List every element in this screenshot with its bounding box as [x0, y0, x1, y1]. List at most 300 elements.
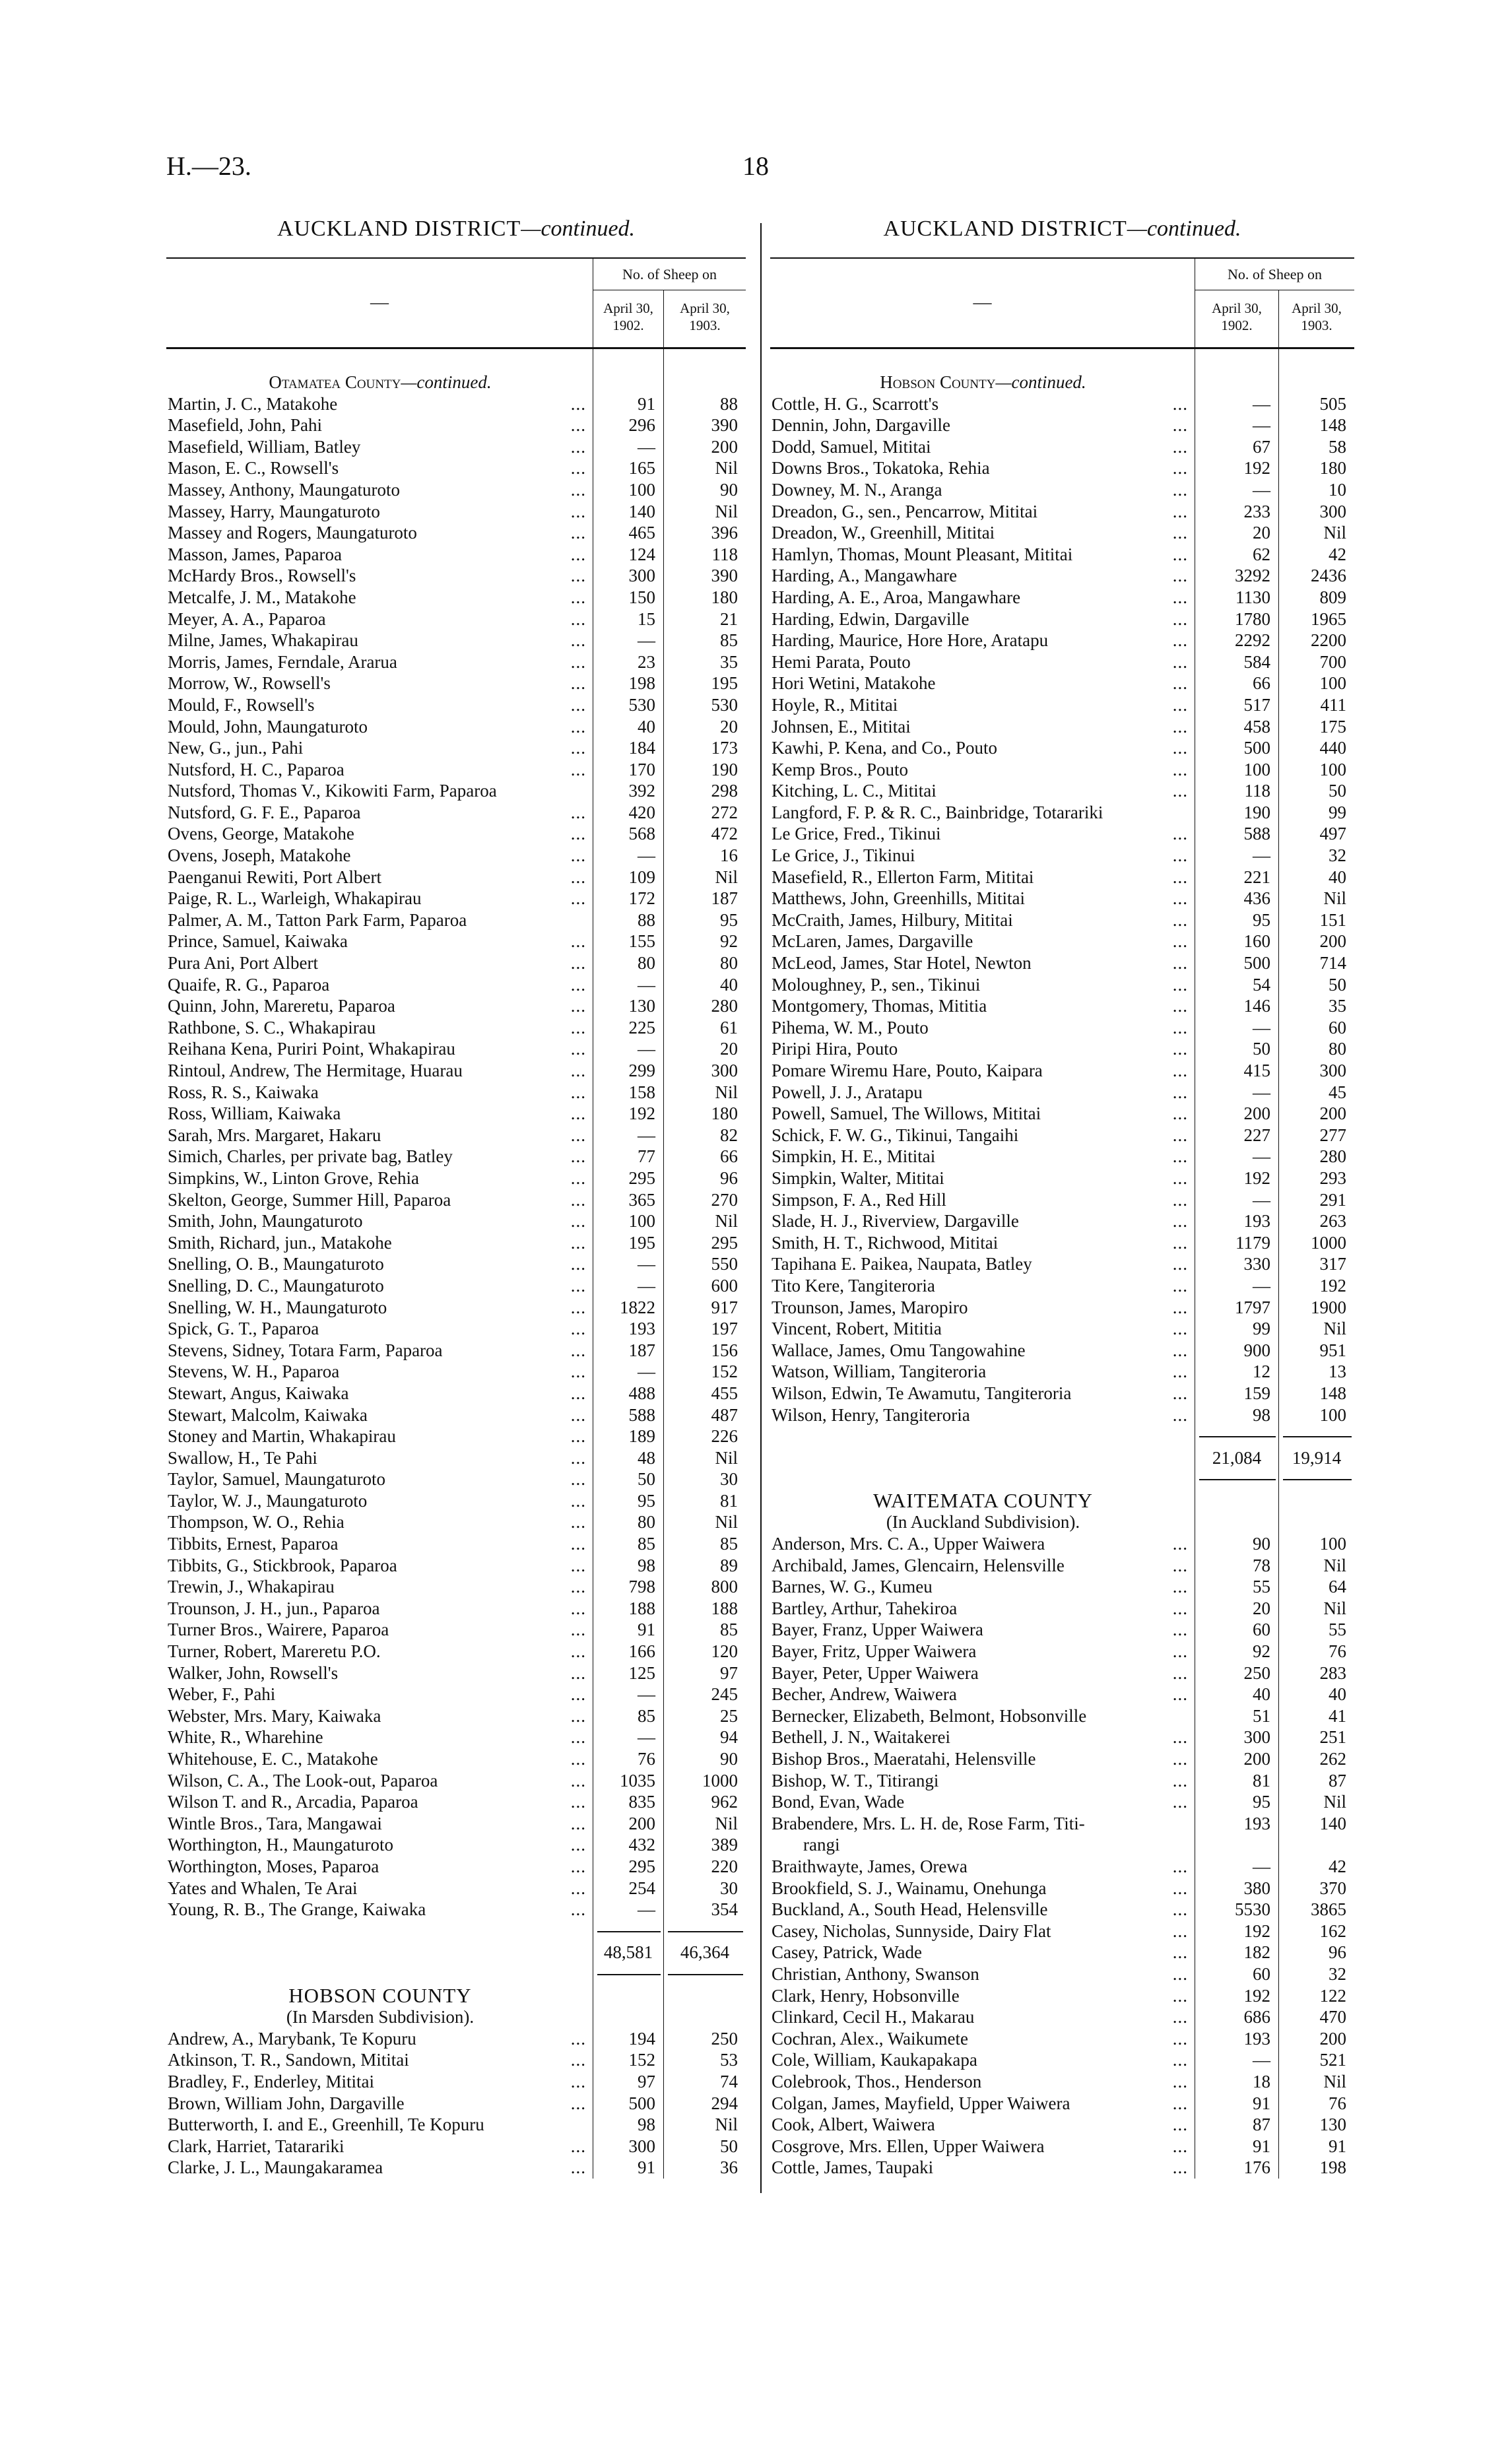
- sheep-1902: 91: [1195, 2136, 1278, 2157]
- owner-name: Clark, Harriet, Tatarariki: [168, 2136, 345, 2156]
- owner-name: Anderson, Mrs. C. A., Upper Waiwera: [772, 1534, 1045, 1554]
- column-divider: [760, 223, 762, 2193]
- leader-dots: ...: [570, 759, 586, 779]
- owner-name: Smith, H. T., Richwood, Mititai: [772, 1232, 999, 1253]
- sheep-1903: 122: [1278, 1985, 1354, 2007]
- owner-name: Mould, John, Maungaturoto: [168, 716, 368, 737]
- table-row: [770, 651, 1354, 673]
- owner-cell: [770, 845, 1195, 867]
- owner-name: Dreadon, G., sen., Pencarrow, Mititai: [772, 501, 1038, 521]
- table-row: [770, 479, 1354, 501]
- section-title-suffix: —continued.: [401, 372, 492, 392]
- table-row: [770, 995, 1354, 1017]
- leader-dots: ...: [1172, 1383, 1188, 1403]
- total-1903: 19,914: [1278, 1447, 1354, 1469]
- owner-cell: [770, 522, 1195, 544]
- sheep-1902: 432: [593, 1834, 663, 1856]
- sheep-1902: 1780: [1195, 608, 1278, 630]
- leader-dots: ...: [570, 738, 586, 758]
- section-subheading: [166, 2006, 746, 2028]
- sheep-1903: 497: [1278, 823, 1354, 845]
- sheep-1903: 92: [663, 931, 746, 952]
- sheep-1902: 170: [593, 759, 663, 781]
- table-row: [166, 1275, 746, 1297]
- table-row: [166, 1490, 746, 1512]
- table-row: [770, 630, 1354, 651]
- sheep-1903: Nil: [663, 1082, 746, 1103]
- table-row: [166, 694, 746, 716]
- sheep-1902: 584: [1195, 651, 1278, 673]
- section-title: [770, 1490, 1195, 1512]
- owner-cell: [166, 1641, 593, 1662]
- sheep-1902: 98: [593, 2114, 663, 2136]
- sheep-1903: 82: [663, 1125, 746, 1146]
- leader-dots: ...: [1172, 694, 1188, 715]
- table-row: [770, 1748, 1354, 1770]
- sheep-1902: 380: [1195, 1878, 1278, 1899]
- sheep-1902: 85: [593, 1533, 663, 1555]
- owner-cell: [166, 1340, 593, 1362]
- table-row: [166, 867, 746, 888]
- sheep-1902: 98: [593, 1555, 663, 1577]
- section-heading: [166, 1985, 746, 2007]
- sheep-1902: 91: [593, 2157, 663, 2179]
- owner-name: Bernecker, Elizabeth, Belmont, Hobsonville: [772, 1705, 1087, 1726]
- table-row: [770, 1813, 1354, 1835]
- owner-cell: [166, 1038, 593, 1060]
- sheep-1902: 198: [593, 673, 663, 694]
- table-row: [166, 1834, 746, 1856]
- leader-dots: ...: [1172, 1921, 1188, 1941]
- sheep-1902: 97: [593, 2071, 663, 2093]
- owner-cell: [770, 544, 1195, 566]
- leader-dots: ...: [570, 931, 586, 952]
- header-dash: —: [973, 292, 992, 313]
- owner-cell: [770, 737, 1195, 759]
- owner-cell: [166, 2114, 593, 2136]
- section-title: [166, 2006, 593, 2028]
- sheep-1902: 588: [593, 1404, 663, 1426]
- owner-cell: [770, 479, 1195, 501]
- spacer: [770, 1468, 1195, 1490]
- sheep-1903: 35: [663, 651, 746, 673]
- sheep-1903: 487: [663, 1404, 746, 1426]
- table-row: [770, 867, 1354, 888]
- leader-dots: ...: [570, 1641, 586, 1662]
- owner-name: Dreadon, W., Greenhill, Mititai: [772, 523, 995, 543]
- sheep-1902: 798: [593, 1576, 663, 1598]
- sheep-1902: —: [593, 1361, 663, 1383]
- owner-cell: [770, 1641, 1195, 1662]
- table-row-continuation: [770, 1834, 1354, 1856]
- sheep-1902: —: [593, 1684, 663, 1705]
- sheep-1903: 40: [663, 974, 746, 996]
- owner-name: Cottle, James, Taupaki: [772, 2157, 934, 2178]
- leader-dots: ...: [1172, 608, 1188, 629]
- table-row: [166, 1511, 746, 1533]
- owner-name: Clinkard, Cecil H., Makarau: [772, 2007, 975, 2027]
- sheep-1902: 76: [593, 1748, 663, 1770]
- owner-cell: [770, 1082, 1195, 1103]
- leader-dots: ...: [1172, 1211, 1188, 1232]
- owner-name: Masefield, John, Pahi: [168, 415, 322, 436]
- spacer: [1195, 372, 1278, 393]
- owner-name: Simich, Charles, per private bag, Batley: [168, 1146, 453, 1167]
- owner-name: Andrew, A., Marybank, Te Kopuru: [168, 2028, 416, 2049]
- spacer: [1278, 372, 1354, 393]
- section-heading: [770, 1490, 1354, 1512]
- sheep-1902: 158: [593, 1082, 663, 1103]
- sheep-1902: 87: [1195, 2114, 1278, 2136]
- spacer: [1278, 1468, 1354, 1490]
- owner-cell: [166, 1275, 593, 1297]
- leader-dots: ...: [1172, 845, 1188, 866]
- leader-dots: ...: [570, 1469, 586, 1490]
- sheep-1902: 140: [593, 501, 663, 523]
- owner-cell: [166, 2157, 593, 2179]
- sheep-1902: 188: [593, 1598, 663, 1620]
- leader-dots: ...: [570, 1404, 586, 1425]
- spacer: [1278, 1511, 1354, 1533]
- owner-name: Paenganui Rewiti, Port Albert: [168, 867, 381, 887]
- leader-dots: ...: [1172, 759, 1188, 779]
- sheep-1903: 80: [1278, 1038, 1354, 1060]
- leader-dots: ...: [570, 1792, 586, 1812]
- spacer: [593, 1921, 663, 1942]
- leader-dots: ...: [570, 1512, 586, 1532]
- owner-cell: [166, 802, 593, 824]
- sheep-1903: 300: [1278, 1060, 1354, 1082]
- leader-dots: ...: [1172, 953, 1188, 973]
- sheep-1902: 296: [593, 414, 663, 436]
- sheep-1903: Nil: [1278, 522, 1354, 544]
- spacer: [1195, 1834, 1278, 1856]
- sheep-1903: Nil: [1278, 2071, 1354, 2093]
- owner-cell: [770, 1318, 1195, 1340]
- leader-dots: ...: [1172, 1662, 1188, 1683]
- sheep-1903: 250: [663, 2028, 746, 2050]
- table-row: [166, 565, 746, 587]
- spacer: [770, 1447, 1195, 1469]
- sheep-1903: 962: [663, 1791, 746, 1813]
- owner-name: Hemi Parata, Pouto: [772, 651, 911, 672]
- sheep-1902: 80: [593, 1511, 663, 1533]
- owner-cell: [166, 673, 593, 694]
- owner-cell: [166, 888, 593, 909]
- owner-name: Johnsen, E., Mititai: [772, 716, 911, 737]
- owner-name: Simpkins, W., Linton Grove, Rehia: [168, 1167, 419, 1188]
- leader-dots: ...: [1172, 1555, 1188, 1575]
- table-row: [166, 1705, 746, 1727]
- owner-cell: [166, 974, 593, 996]
- table-row: [166, 1383, 746, 1404]
- table-row: [770, 608, 1354, 630]
- right-table: [770, 257, 1354, 2179]
- leader-dots: ...: [570, 587, 586, 607]
- sheep-1902: 23: [593, 651, 663, 673]
- sheep-1902: 85: [593, 1705, 663, 1727]
- owner-cell: [166, 587, 593, 608]
- owner-cell: [166, 1383, 593, 1404]
- table-row: [770, 1598, 1354, 1620]
- table-row: [770, 694, 1354, 716]
- owner-cell: [166, 1167, 593, 1189]
- owner-name: Barnes, W. G., Kumeu: [772, 1577, 933, 1597]
- table-row: [166, 995, 746, 1017]
- sheep-1903: 25: [663, 1705, 746, 1727]
- table-row: [166, 1060, 746, 1082]
- leader-dots: ...: [1172, 1167, 1188, 1188]
- owner-cell: [770, 759, 1195, 781]
- leader-dots: ...: [570, 1684, 586, 1705]
- table-row: [166, 1770, 746, 1792]
- sheep-1903: 85: [663, 1533, 746, 1555]
- leader-dots: ...: [570, 2136, 586, 2156]
- sheep-1902: 187: [593, 1340, 663, 1362]
- table-row: [166, 1619, 746, 1641]
- owner-cell: [166, 2136, 593, 2157]
- owner-cell: [770, 1770, 1195, 1792]
- sheep-1902: —: [1195, 1856, 1278, 1878]
- sheep-1903: 300: [1278, 501, 1354, 523]
- sheep-1903: 13: [1278, 1361, 1354, 1383]
- owner-name: Bartley, Arthur, Tahekiroa: [772, 1598, 958, 1618]
- owner-name: Ovens, George, Matakohe: [168, 824, 354, 844]
- owner-cell: [770, 1576, 1195, 1598]
- sheep-1903: 200: [1278, 931, 1354, 952]
- owner-name: Kemp Bros., Pouto: [772, 759, 909, 779]
- sheep-1902: —: [1195, 1189, 1278, 1211]
- owner-name: Metcalfe, J. M., Matakohe: [168, 587, 356, 607]
- header-dash: —: [370, 292, 389, 313]
- leader-dots: ...: [1172, 1146, 1188, 1167]
- page-number: 18: [742, 151, 769, 181]
- leader-dots: ...: [1172, 2028, 1188, 2049]
- sheep-1903: 390: [663, 565, 746, 587]
- leader-dots: ...: [570, 1082, 586, 1102]
- sheep-1902: 95: [1195, 1791, 1278, 1813]
- owner-cell: [770, 2114, 1195, 2136]
- owner-cell: [166, 1210, 593, 1232]
- owner-cell: [770, 1942, 1195, 1963]
- leader-dots: ...: [570, 974, 586, 995]
- sheep-1903: Nil: [1278, 1318, 1354, 1340]
- section-title-text: Otamatea County: [269, 372, 401, 392]
- owner-name: McLeod, James, Star Hotel, Newton: [772, 953, 1032, 973]
- sheep-1903: 30: [663, 1878, 746, 1899]
- owner-name: Powell, J. J., Aratapu: [772, 1082, 923, 1102]
- owner-name: Kitching, L. C., Mititai: [772, 781, 937, 801]
- owner-name: Rathbone, S. C., Whakapirau: [168, 1017, 376, 1037]
- leader-dots: ...: [570, 1232, 586, 1253]
- owner-name: Spick, G. T., Paparoa: [168, 1319, 319, 1339]
- owner-cell: [166, 1555, 593, 1577]
- owner-name: McHardy Bros., Rowsell's: [168, 566, 356, 586]
- spacer: [166, 1942, 593, 1963]
- table-row: [770, 1705, 1354, 1727]
- owner-name: Young, R. B., The Grange, Kaiwaka: [168, 1899, 426, 1920]
- owner-cell: [166, 909, 593, 931]
- owner-cell: [770, 1662, 1195, 1684]
- sheep-1902: 221: [1195, 867, 1278, 888]
- owner-cell: [166, 1533, 593, 1555]
- table-row: [166, 651, 746, 673]
- sheep-1903: 198: [1278, 2157, 1354, 2179]
- spacer: [663, 349, 746, 372]
- sheep-1903: 88: [663, 393, 746, 415]
- sheep-1902: —: [1195, 479, 1278, 501]
- sheep-1903: 1965: [1278, 608, 1354, 630]
- sheep-1903: Nil: [663, 1813, 746, 1835]
- leader-dots: ...: [1172, 1942, 1188, 1963]
- leader-dots: ...: [1172, 1620, 1188, 1640]
- leader-dots: ...: [1172, 1362, 1188, 1382]
- leader-dots: ...: [570, 1275, 586, 1296]
- owner-name: Brookfield, S. J., Wainamu, Onehunga: [772, 1878, 1047, 1898]
- table-row: [166, 1125, 746, 1146]
- sheep-1902: 900: [1195, 1340, 1278, 1362]
- sheep-1902: 60: [1195, 1619, 1278, 1641]
- leader-dots: ...: [570, 1211, 586, 1232]
- leader-dots: ...: [1172, 1061, 1188, 1080]
- owner-name: Watson, William, Tangiteroria: [772, 1362, 987, 1382]
- sheep-1902: 192: [1195, 1167, 1278, 1189]
- sheep-1903: 200: [1278, 1103, 1354, 1125]
- owner-cell: [770, 414, 1195, 436]
- table-row: [770, 1791, 1354, 1813]
- sheep-1903: 294: [663, 2093, 746, 2115]
- owner-name: Braithwayte, James, Orewa: [772, 1856, 968, 1876]
- leader-dots: ...: [570, 479, 586, 500]
- owner-name: Masefield, R., Ellerton Farm, Mititai: [772, 867, 1034, 887]
- header-group: [1195, 259, 1354, 347]
- spacer: [1195, 1511, 1278, 1533]
- sheep-1902: 200: [1195, 1748, 1278, 1770]
- leader-dots: ...: [1172, 2050, 1188, 2070]
- leader-dots: ...: [570, 1727, 586, 1748]
- owner-name: Cottle, H. G., Scarrott's: [772, 393, 939, 414]
- sheep-1902: 200: [593, 1813, 663, 1835]
- sheep-1903: 50: [663, 2136, 746, 2157]
- owner-name: Bishop Bros., Maeratahi, Helensville: [772, 1749, 1036, 1769]
- leader-dots: ...: [570, 2071, 586, 2091]
- owner-name: Stevens, W. H., Paparoa: [168, 1362, 340, 1382]
- owner-name: Pura Ani, Port Albert: [168, 953, 318, 973]
- owner-cell: [166, 1426, 593, 1447]
- leader-dots: ...: [570, 1490, 586, 1511]
- leader-dots: ...: [1172, 415, 1188, 436]
- leader-dots: ...: [1172, 544, 1188, 564]
- leader-dots: ...: [1172, 2157, 1188, 2178]
- sheep-1903: 700: [1278, 651, 1354, 673]
- owner-name: Casey, Nicholas, Sunnyside, Dairy Flat: [772, 1921, 1051, 1941]
- owner-name-continued: rangi: [803, 1835, 840, 1855]
- sheep-1903: 192: [1278, 1275, 1354, 1297]
- sheep-1902: 500: [1195, 952, 1278, 974]
- sheep-1902: 50: [1195, 1038, 1278, 1060]
- leader-dots: ...: [1172, 1770, 1188, 1790]
- sheep-1903: Nil: [663, 1210, 746, 1232]
- spacer: [663, 1963, 746, 1985]
- owner-name: Turner Bros., Wairere, Paparoa: [168, 1620, 389, 1640]
- owner-name: Brown, William John, Dargaville: [168, 2093, 405, 2113]
- column-title-main: AUCKLAND DISTRICT: [277, 216, 521, 241]
- sheep-1903: 162: [1278, 1921, 1354, 1942]
- sheep-1903: 42: [1278, 544, 1354, 566]
- owner-name: Moloughney, P., sen., Tikinui: [772, 974, 981, 995]
- owner-cell: [166, 2093, 593, 2115]
- owner-name: White, R., Wharehine: [168, 1727, 323, 1748]
- owner-cell: [166, 716, 593, 738]
- owner-cell: [770, 608, 1195, 630]
- owner-cell: [770, 2028, 1195, 2050]
- table-row: [770, 1942, 1354, 1963]
- leader-dots: ...: [570, 1340, 586, 1360]
- spacer: [593, 1985, 663, 2007]
- owner-name: Butterworth, I. and E., Greenhill, Te Kopuru: [168, 2115, 484, 2135]
- owner-cell: [770, 1125, 1195, 1146]
- sheep-1902: —: [1195, 1275, 1278, 1297]
- owner-cell: [770, 823, 1195, 845]
- sheep-1903: 272: [663, 802, 746, 824]
- leader-dots: ...: [1172, 1749, 1188, 1769]
- column-title-left: [166, 216, 746, 242]
- sheep-1903: 130: [1278, 2114, 1354, 2136]
- sheep-1902: 458: [1195, 716, 1278, 738]
- owner-name: Simpkin, Walter, Mititai: [772, 1167, 944, 1188]
- table-row: [770, 2136, 1354, 2157]
- leader-dots: ...: [1172, 587, 1188, 607]
- table-row: [770, 1038, 1354, 1060]
- table-row: [770, 909, 1354, 931]
- sheep-1902: —: [593, 1253, 663, 1275]
- sheep-1902: 99: [1195, 1318, 1278, 1340]
- sheep-1903: 53: [663, 2049, 746, 2071]
- owner-cell: [166, 457, 593, 479]
- owner-name: Trounson, James, Maropiro: [772, 1297, 968, 1317]
- owner-name: Morris, James, Ferndale, Ararua: [168, 651, 397, 672]
- leader-dots: ...: [1172, 523, 1188, 543]
- owner-name: Smith, John, Maungaturoto: [168, 1211, 363, 1232]
- leader-dots: ...: [570, 694, 586, 715]
- sheep-1903: 550: [663, 1253, 746, 1275]
- owner-name: Prince, Samuel, Kaiwaka: [168, 931, 348, 952]
- leader-dots: ...: [570, 1899, 586, 1920]
- leader-dots: ...: [570, 953, 586, 973]
- owner-cell: [770, 630, 1195, 651]
- owner-name: Wallace, James, Omu Tangowahine: [772, 1340, 1026, 1360]
- owner-cell: [770, 565, 1195, 587]
- sheep-1903: 283: [1278, 1662, 1354, 1684]
- owner-name: Bradley, F., Enderley, Mititai: [168, 2071, 375, 2091]
- sheep-1902: 100: [593, 479, 663, 501]
- sheep-1902: 51: [1195, 1705, 1278, 1727]
- sheep-1902: 193: [1195, 1210, 1278, 1232]
- section-subheading: [770, 1511, 1354, 1533]
- sheep-1903: 74: [663, 2071, 746, 2093]
- table-row: [770, 1404, 1354, 1426]
- owner-cell: [770, 867, 1195, 888]
- spacer: [1278, 349, 1354, 372]
- owner-cell: [770, 1060, 1195, 1082]
- owner-cell: [770, 587, 1195, 608]
- sheep-1903: 100: [1278, 1533, 1354, 1555]
- sheep-1902: —: [1195, 2049, 1278, 2071]
- owner-cell: [166, 1705, 593, 1727]
- sheep-1903: 180: [1278, 457, 1354, 479]
- table-row: [166, 414, 746, 436]
- owner-cell: [770, 952, 1195, 974]
